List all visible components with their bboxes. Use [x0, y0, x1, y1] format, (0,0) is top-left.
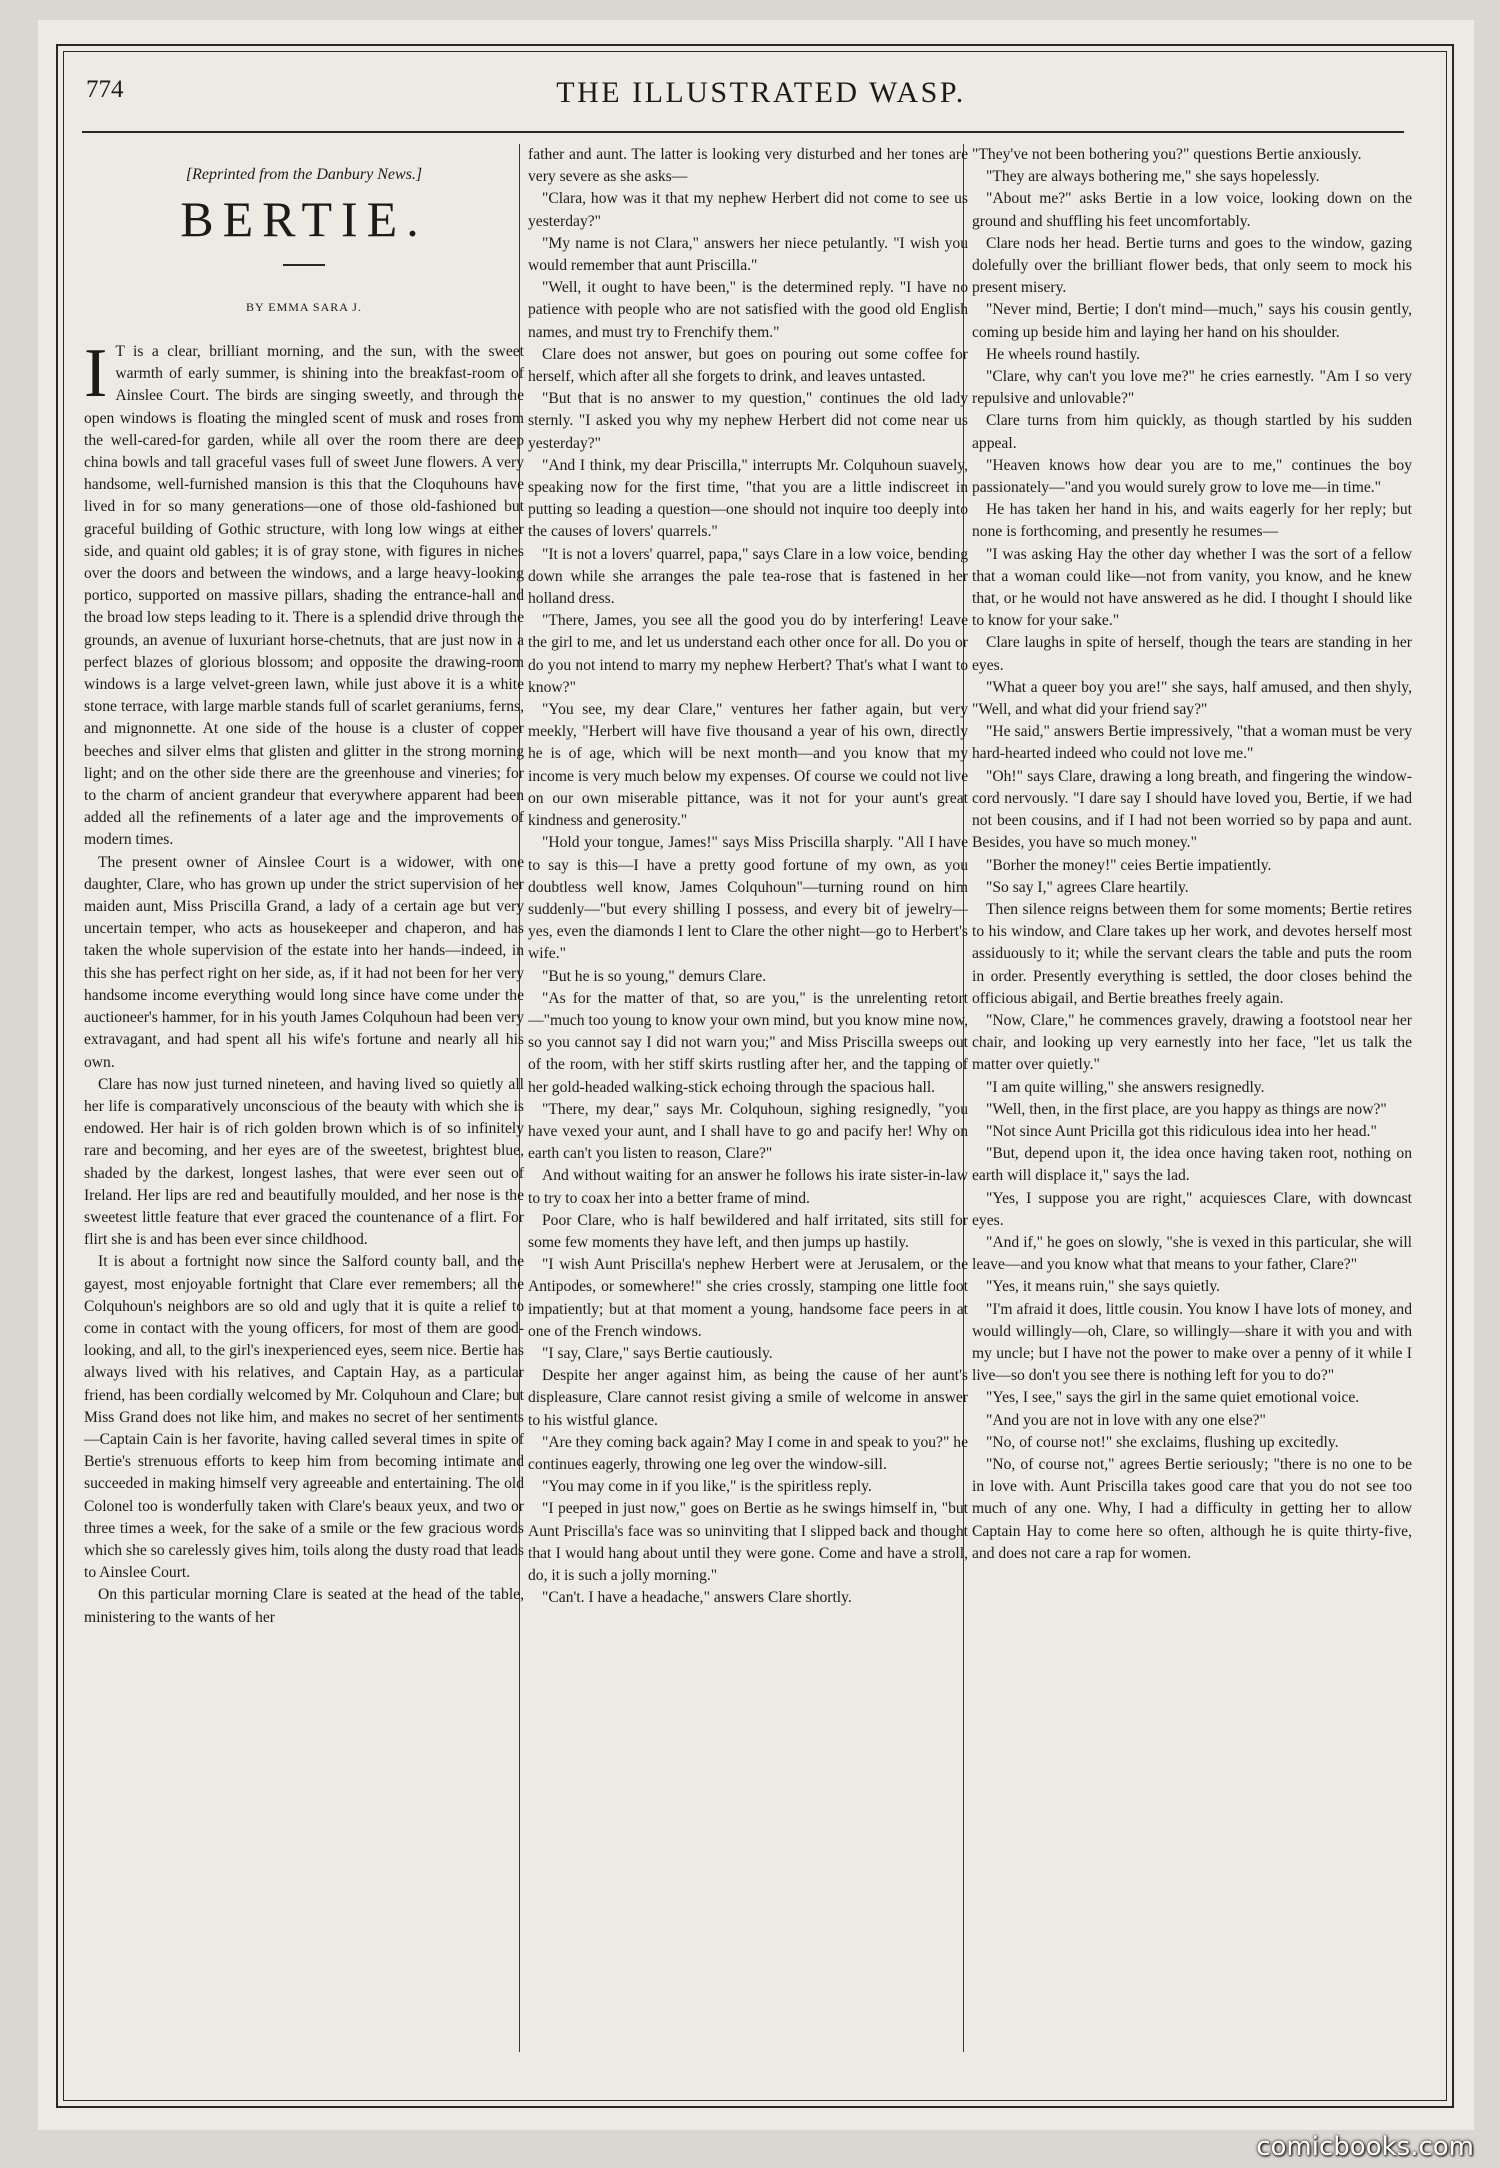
- journal-title: THE ILLUSTRATED WASP.: [556, 76, 966, 109]
- page-header: [86, 76, 1436, 116]
- text-column-3: [972, 144, 1412, 2054]
- paragraph: "It is not a lovers' quarrel, papa," says Clare in a low voice, bending down while she arranges the pale tea-rose that is fastened in her holland dress.: [528, 545, 968, 608]
- paragraph: "And I think, my dear Priscilla," interrupts Mr. Colquhoun suavely, speaking now for the first time, "that you are a little indiscreet in putting so leading a question—one should not inquire too deeply into the causes of lovers' quarrels.": [528, 456, 968, 541]
- paragraph: Clare laughs in spite of herself, though the tears are standing in her eyes.: [972, 634, 1412, 674]
- paragraph: "Borher the money!" ceies Bertie impatiently.: [986, 856, 1272, 874]
- paragraph: "But, depend upon it, the idea once having taken root, nothing on earth will displace it," says the lad.: [972, 1145, 1412, 1185]
- paragraph: "Not since Aunt Pricilla got this ridiculous idea into her head.": [986, 1122, 1377, 1140]
- paragraph: "Well, then, in the first place, are you happy as things are now?": [986, 1100, 1387, 1118]
- paragraph: "I'm afraid it does, little cousin. You know I have lots of money, and would willingly—oh, Clare, so willingly—share it with you and with my uncle; but I have not the power to make over a penny of it while I live—so don't you see there is nothing left for you to do?": [972, 1300, 1412, 1385]
- paragraph: "Well, it ought to have been," is the determined reply. "I have no patience with people who are not satisfied with the good old English names, and must try to Frenchify them.": [528, 279, 968, 341]
- paragraph: Poor Clare, who is half bewildered and half irritated, sits still for some few moments they have left, and then jumps up hastily.: [528, 1211, 968, 1251]
- paragraph: "And if," he goes on slowly, "she is vexed in this particular, she will leave—and you know what that means to your father, Clare?": [972, 1233, 1412, 1274]
- paragraph: "There, James, you see all the good you do by interfering! Leave the girl to me, and let us understand each other once for all. Do you or do you not intend to marry my nephew Herbert? That's what I want to know?": [528, 612, 968, 696]
- paragraph: Clare does not answer, but goes on pouring out some coffee for herself, which after all she forgets to drink, and leaves untasted.: [528, 345, 968, 386]
- paragraph: "I wish Aunt Priscilla's nephew Herbert were at Jerusalem, or the Antipodes, or somewhere!" she cries crossly, stamping one little foot impatiently; but at that moment a young, handsome face peers in at one of the French windows.: [528, 1256, 968, 1340]
- paragraph: "They are always bothering me," she says hopelessly.: [986, 168, 1320, 186]
- paragraph: "Oh!" says Clare, drawing a long breath, and fingering the window-cord nervously. "I dare say I should have loved you, Bertie, if we had not been cousins, and if I had not been worried so by papa and aunt. Besides, you have so much money.": [972, 767, 1412, 852]
- paragraph: Despite her anger against him, as being the cause of her aunt's displeasure, Clare cannot resist giving a smile of welcome in answer to his wistful glance.: [528, 1367, 968, 1429]
- watermark: comicbooks.com: [1256, 2132, 1474, 2162]
- paragraph: He wheels round hastily.: [986, 345, 1141, 363]
- paragraph: Clare nods her head. Bertie turns and goes to the window, gazing dolefully over the brilliant flower beds, that only seem to mock his present misery.: [972, 234, 1412, 297]
- paragraph: "There, my dear," says Mr. Colquhoun, sighing resignedly, "you have vexed your aunt, and I shall have to go and pacify her! Why on earth can't you listen to reason, Clare?": [528, 1100, 968, 1163]
- page-number: 774: [86, 76, 124, 103]
- text-column-2: [528, 144, 968, 2054]
- paragraph: "Can't. I have a headache," answers Clare shortly.: [542, 1589, 852, 1607]
- paragraph: "Heaven knows how dear you are to me," continues the boy passionately—"and you would surely grow to love me—in time.": [972, 456, 1412, 497]
- paragraph: "I was asking Hay the other day whether I was the sort of a fellow that a woman could like—not from vanity, you know, and he knew that, or he would not have answered as he did. I thought I should like to know for your sake.": [972, 545, 1412, 630]
- paragraph: father and aunt. The latter is looking very disturbed and her tones are very severe as she asks—: [528, 146, 968, 186]
- header-rule: [82, 131, 1404, 133]
- title-rule: [283, 264, 325, 266]
- paragraph: Then silence reigns between them for some moments; Bertie retires to his window, and Clare takes up her work, and devotes herself most assiduously to it; while the servant clears the table and puts the room in order. Presently everything is settled, the door closes behind the officious abigail, and Bertie breathes freely again.: [972, 900, 1412, 1007]
- paragraph: On this particular morning Clare is seated at the head of the table, ministering to the wants of her: [84, 1586, 524, 1626]
- paragraph: "Yes, I see," says the girl in the same quiet emotional voice.: [986, 1389, 1360, 1407]
- paragraph: I T is a clear, brilliant morning, and the sun, with the sweet warmth of early summer, is shining into the breakfast-room of Ainslee Court. The birds are singing sweetly, and through the open windows is floating the mingled scent of musk and roses from the well-cared-for garden, while all over the room there are deep china bowls and tall graceful vases full of sweet June flowers. A very handsome, well-furnished mansion is this that the Cloquhouns have lived in for so many generations—one of those old-fashioned but graceful building of Gothic structure, with long low wings at either side, and quaint old gables; it is of gray stone, with figures in niches over the doors and between the windows, and a large heavy-looking portico, supported on massive pillars, shading the entrance-hall and the broad low steps leading to it. There is a splendid drive through the grounds, an avenue of luxuriant horse-chetnuts, that are just now in a perfect blazes of glorious blossom; and opposite the drawing-room windows is a large velvet-green lawn, while just above it is a white stone terrace, with large marble stands full of scarlet geraniums, ferns, and mignonnette. At one side of the house is a cluster of copper beeches and silver elms that glisten and glitter in the strong morning light; and on the other side there are the greenhouse and vineries; for to the charm of ancient grandeur that everywhere apparent had been added all the refinements of a later age and the improvements of modern times.: [84, 335, 524, 849]
- paragraph: The present owner of Ainslee Court is a widower, with one daughter, Clare, who has grown up under the strict supervision of her maiden aunt, Miss Priscilla Grand, a lady of a certain age but very uncertain temper, who acts as housekeeper and chaperon, and has taken the whole supervision of the estate into her hands—indeed, in this she has perfect right on her side, as, if it had not been for her very handsome income everything would long since have come under the auctioneer's hammer, for in his youth James Colquhoun had been very extravagant, and had spent all his wife's fortune and nearly all his own.: [84, 853, 524, 1071]
- paragraph: "You may come in if you like," is the spiritless reply.: [542, 1478, 872, 1496]
- paragraph: "As for the matter of that, so are you," is the unrelenting retort—"much too young to know your own mind, but you know mine now, so you cannot say I did not warn you;" and Miss Priscilla sweeps out of the room, with her stiff skirts rustling after her, and the tapping of her gold-headed walking-stick echoing through the spacious hall.: [528, 989, 968, 1096]
- paragraph: "But he is so young," demurs Clare.: [542, 967, 767, 985]
- paragraph: Clare has now just turned nineteen, and having lived so quietly all her life is comparatively unconscious of the beauty with which she is endowed. Her hair is of rich golden brown which is of so infinitely rare and becoming, and her eyes are of the sweetest, brightest blue, shaded by the darkest, longest lashes, that were ever seen out of Ireland. Her lips are red and beautifully moulded, and her nose is the sweetest little feature that ever graced the countenance of a flirt. For flirt she is and has been ever since childhood.: [84, 1075, 524, 1249]
- paragraph: It is about a fortnight now since the Salford county ball, and the gayest, most enjoyable fortnight that Clare ever remembers; all the Colquhoun's neighbors are so old and ugly that it is quite a relief to come in contact with the young officers, for most of them are good-looking, and all, to the girl's inexperienced eyes, seem nice. Bertie has always lived with his relatives, and Captain Hay, as a particular friend, has been cordially welcomed by Mr. Colquhoun and Clare; but Miss Grand does not like him, and makes no secret of her sentiments—Captain Cain is her favorite, having called several times in spite of Bertie's strenuous efforts to keep him from becoming intimate and succeeded in making himself very agreeable and entertaining. The old Colonel too is wonderfully taken with Clare's beaux yeux, and two or three times a week, for the sake of a smile or the few gracious words which she so carelessly gives him, toils along the dusty road that leads to Ainslee Court.: [84, 1253, 524, 1582]
- paragraph: "Clara, how was it that my nephew Herbert did not come to see us yesterday?": [528, 190, 968, 230]
- paragraph: "Hold your tongue, James!" says Miss Priscilla sharply. "All I have to say is this—I have a pretty good fortune of my own, as you doubtless well know, James Colquhoun"—turning round on him suddenly—"but every shilling I possess, and every bit of jewelry—yes, even the diamonds I lent to Clare the other night—go to Herbert's wife.": [528, 834, 968, 963]
- paragraph: "Yes, it means ruin," she says quietly.: [986, 1278, 1221, 1296]
- paragraph: "Never mind, Bertie; I don't mind—much," says his cousin gently, coming up beside him and laying her hand on his shoulder.: [972, 301, 1412, 341]
- paragraph: "And you are not in love with any one else?": [986, 1411, 1266, 1429]
- drop-cap: I: [84, 335, 108, 412]
- paragraph: "Now, Clare," he commences gravely, drawing a footstool near her chair, and looking up very earnestly into her face, "let us talk the matter over quietly.": [972, 1011, 1412, 1074]
- paragraph: "But that is no answer to my question," continues the old lady sternly. "I asked you why my nephew Herbert did not come near us yesterday?": [528, 390, 968, 452]
- paragraph: "No, of course not!" she exclaims, flushing up excitedly.: [986, 1433, 1339, 1451]
- paragraph: "He said," answers Bertie impressively, "that a woman must be very hard-hearted indeed who could not love me.": [972, 723, 1412, 763]
- paragraph: "My name is not Clara," answers her niece petulantly. "I wish you would remember that aunt Priscilla.": [528, 234, 968, 275]
- story-title: BERTIE.: [180, 191, 428, 247]
- paragraph: "Yes, I suppose you are right," acquiesces Clare, with downcast eyes.: [972, 1189, 1412, 1229]
- paragraph: "You see, my dear Clare," ventures her father again, but very meekly, "Herbert will have five thousand a year of his own, directly he is of age, which will be next month—and you know that my income is very much below my expenses. Of course we could not live on our own miserable pittance, was it not for your aunt's great kindness and generosity.": [528, 701, 968, 830]
- paragraph: "I peeped in just now," goes on Bertie as he swings himself in, "but Aunt Priscilla's face was so uninviting that I slipped back and thought that I would hang about until they were gone. Come and have a stroll, do, it is such a jolly morning.": [528, 1500, 968, 1584]
- paragraph: And without waiting for an answer he follows his irate sister-in-law to try to coax her into a better frame of mind.: [528, 1167, 968, 1207]
- column-1-body: [84, 335, 524, 1629]
- paragraph: "What a queer boy you are!" she says, half amused, and then shyly, "Well, and what did your friend say?": [972, 678, 1412, 719]
- paragraph: Clare turns from him quickly, as though startled by his sudden appeal.: [972, 412, 1412, 452]
- paragraph: "I say, Clare," says Bertie cautiously.: [542, 1344, 773, 1362]
- reprint-note: [Reprinted from the Danbury News.]: [185, 166, 423, 183]
- paragraph: "About me?" asks Bertie in a low voice, looking down on the ground and shuffling his feet uncomfortably.: [972, 190, 1412, 230]
- paragraph: He has taken her hand in his, and waits eagerly for her reply; but none is forthcoming, and presently he resumes—: [972, 501, 1412, 541]
- paragraph: "I am quite willing," she answers resignedly.: [986, 1078, 1265, 1096]
- paragraph: "So say I," agrees Clare heartily.: [986, 878, 1189, 896]
- paragraph: "No, of course not," agrees Bertie seriously; "there is no one to be in love with. Aunt Priscilla takes good care that you do not see too much of any one. Why, I had a difficulty in getting her to allow Captain Hay to come here so often, although he is quite thirty-five, and does not care a rap for women.: [972, 1455, 1412, 1562]
- paragraph: "Clare, why can't you love me?" he cries earnestly. "Am I so very repulsive and unlovable?": [972, 368, 1412, 408]
- byline: BY EMMA SARA J.: [246, 300, 362, 314]
- paragraph: "They've not been bothering you?" questions Bertie anxiously.: [972, 146, 1362, 163]
- paragraph: "Are they coming back again? May I come in and speak to you?" he continues eagerly, throwing one leg over the window-sill.: [528, 1433, 968, 1473]
- text-column-1: [84, 144, 524, 2054]
